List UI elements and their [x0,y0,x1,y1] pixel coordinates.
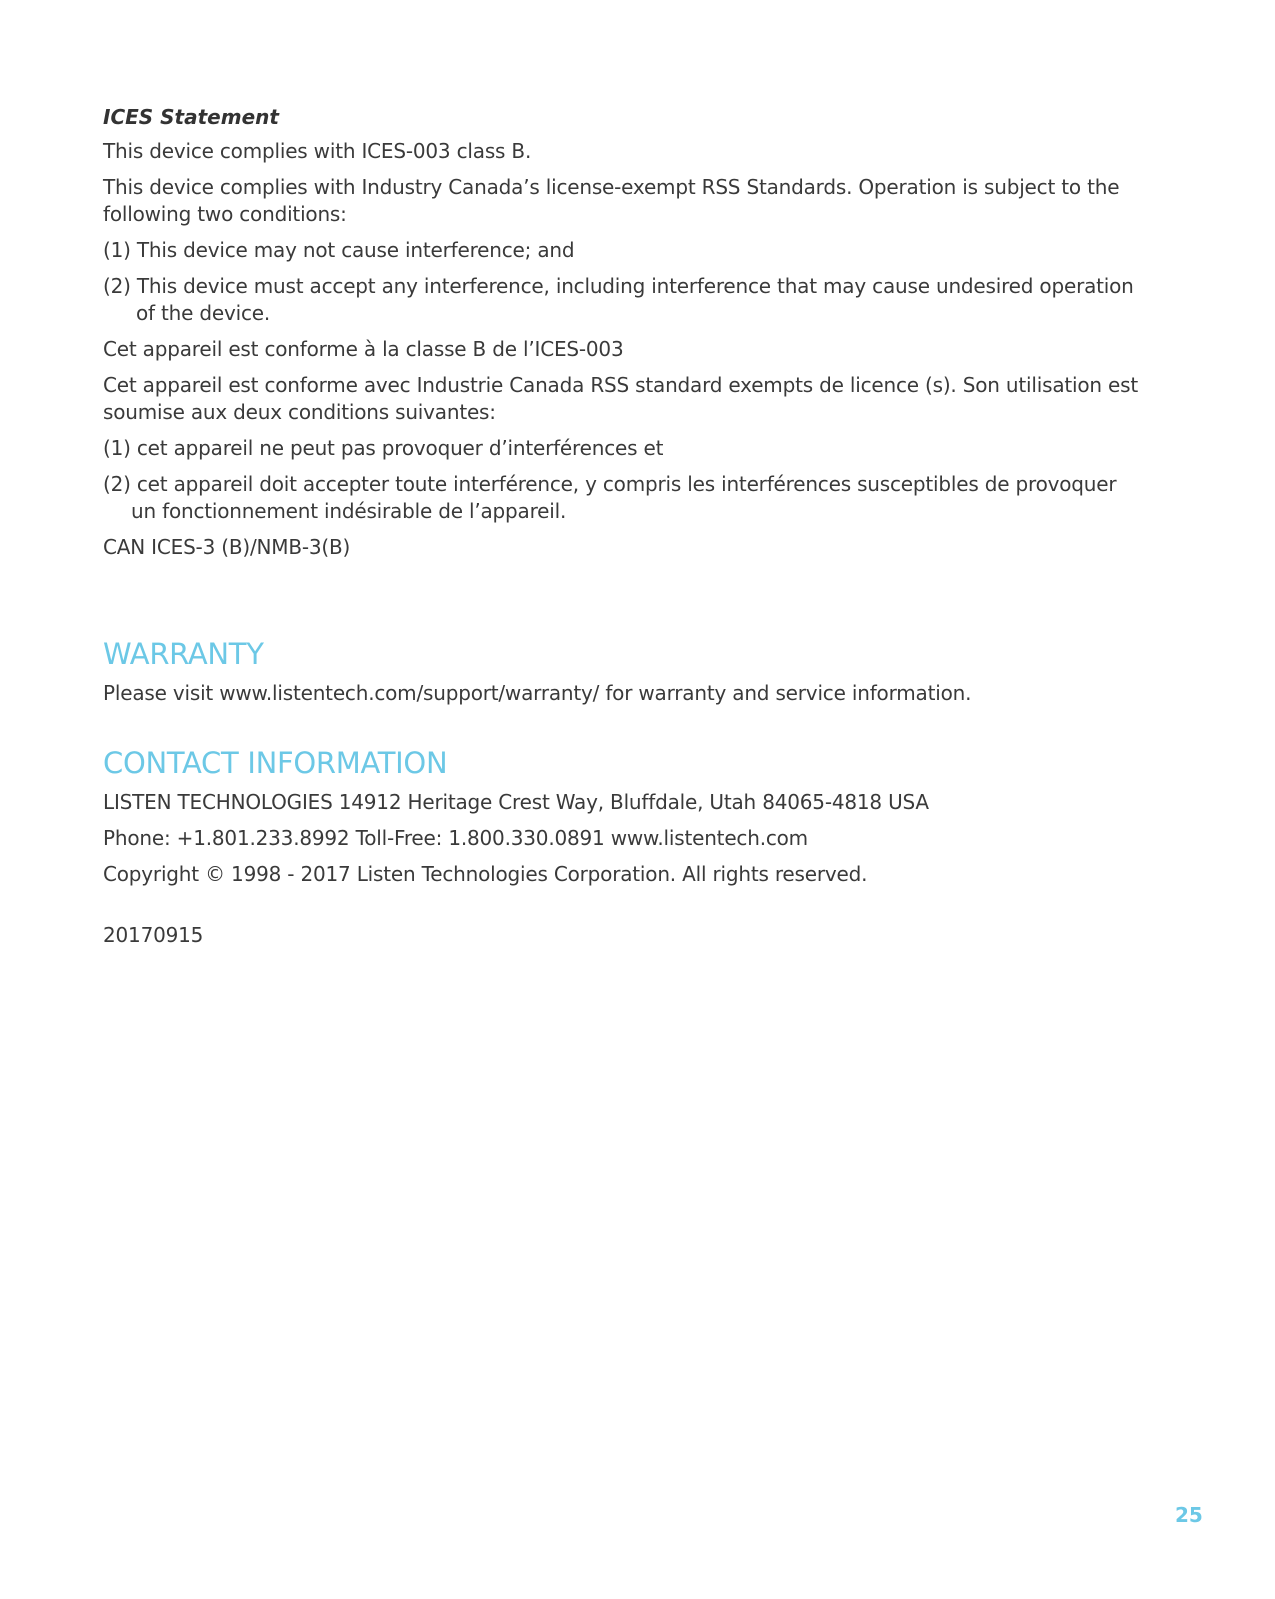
contact-address: LISTEN TECHNOLOGIES 14912 Heritage Crest Way, Bluffdale, Utah 84065-4818 USA [103,790,929,814]
ices-can-line: CAN ICES-3 (B)/NMB-3(B) [103,535,351,559]
warranty-section [103,636,1143,707]
ices-condition-1: (1) This device may not cause interference; and [103,238,575,262]
document-page [103,104,1143,958]
ices-section [103,104,1143,561]
ices-fr-compliance-line: Cet appareil est conforme à la classe B de l’ICES-003 [103,337,624,361]
warranty-text: Please visit www.listentech.com/support/warranty/ for warranty and service information. [103,681,972,705]
contact-title: CONTACT INFORMATION [103,746,448,780]
ices-heading: ICES Statement [103,105,279,129]
contact-copyright: Copyright © 1998 - 2017 Listen Technologies Corporation. All rights reserved. [103,862,868,886]
ices-fr-condition-2: (2) cet appareil doit accepter toute interférence, y compris les interférences susceptibles de provoquer un fonctionnement indésirable de l’appareil. [103,472,1117,523]
page-number: 25 [1175,1503,1203,1527]
ices-condition-2: (2) This device must accept any interference, including interference that may cause undesired operation of the device. [103,274,1134,325]
ices-rss-line: This device complies with Industry Canada’s license-exempt RSS Standards. Operation is subject to the following two conditions: [103,175,1120,226]
contact-section [103,745,1143,949]
contact-phone: Phone: +1.801.233.8992 Toll-Free: 1.800.330.0891 www.listentech.com [103,826,808,850]
ices-fr-condition-1: (1) cet appareil ne peut pas provoquer d’interférences et [103,436,664,460]
ices-compliance-line: This device complies with ICES-003 class B. [103,139,532,163]
warranty-title: WARRANTY [103,637,264,671]
date-code: 20170915 [103,923,204,947]
ices-fr-rss-line: Cet appareil est conforme avec Industrie Canada RSS standard exempts de licence (s). Son utilisation est soumise aux deux conditions suivantes: [103,373,1139,424]
